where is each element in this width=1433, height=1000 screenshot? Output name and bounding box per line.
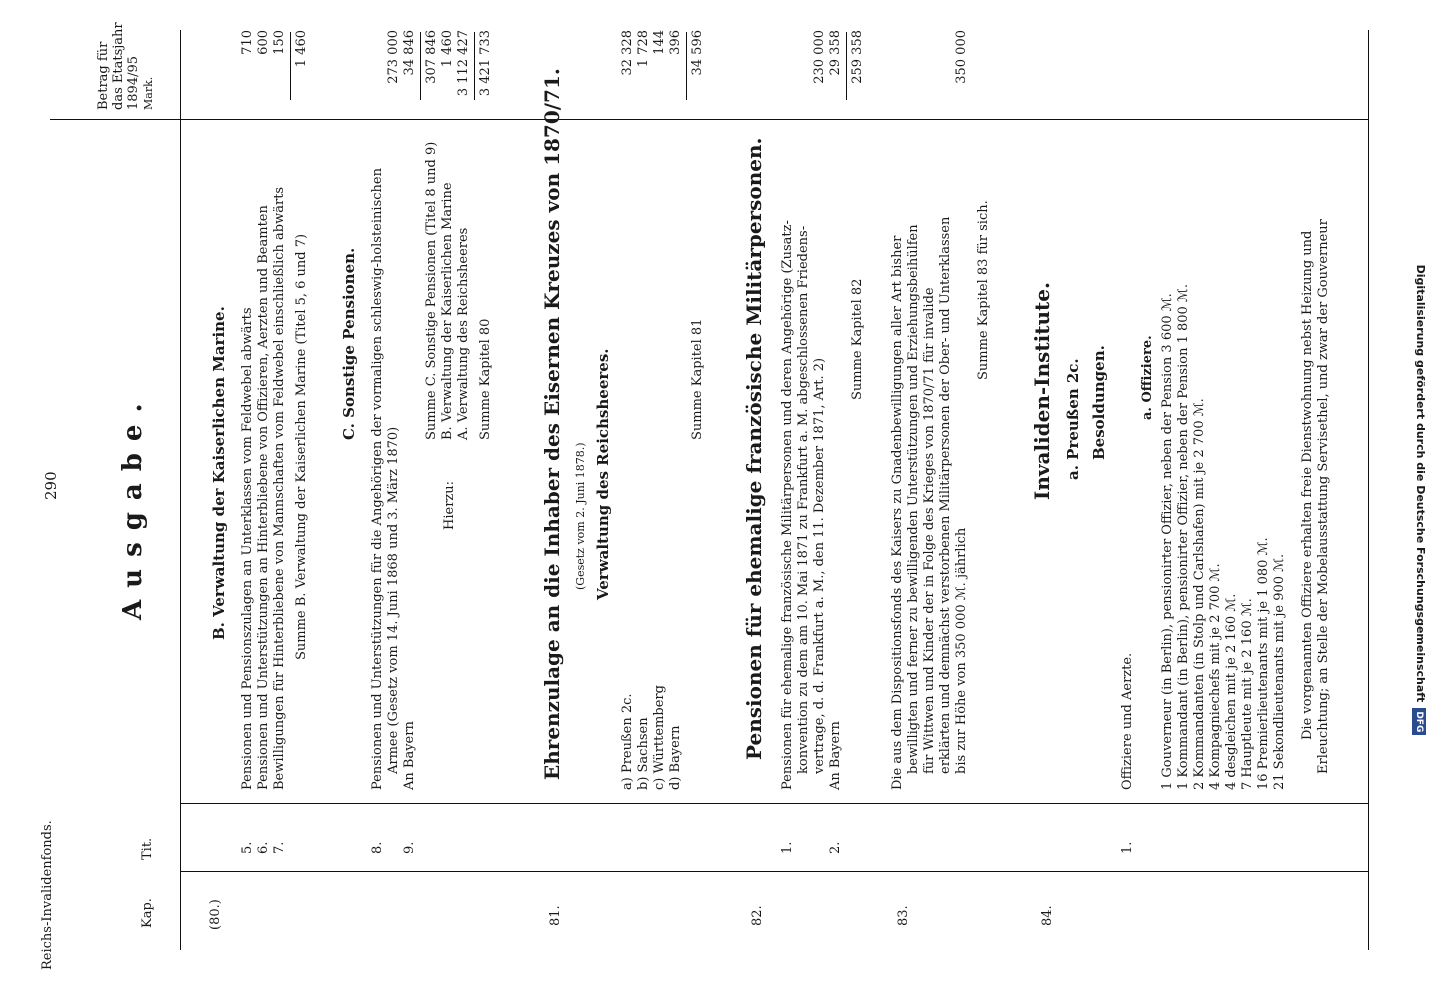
kap-82-number: 82.: [750, 905, 765, 926]
hierzu-a-amount: 3 112 427: [456, 30, 471, 97]
kap-81-item-a-amount: 32 328: [620, 30, 635, 76]
tit-6-amount: 600: [256, 30, 271, 55]
hierzu-a-text: A. Verwaltung des Reichsheeres: [456, 227, 471, 440]
hierzu-b-text: B. Verwaltung der Kaiserlichen Marine: [440, 182, 455, 440]
kap-82-tit-1-line-1: Pensionen für ehemalige französische Militärpersonen und deren Angehörige (Zusatz-: [780, 220, 795, 790]
kap-81-item-d-amount: 396: [668, 30, 683, 55]
kap-84-number: 84.: [1040, 905, 1055, 926]
kap-83-line-1: Die aus dem Dispositionsfonds des Kaisers zu Gnadenbewilligungen aller Art bisher: [890, 235, 905, 790]
betrag-line-1: Betrag für: [96, 41, 111, 110]
betrag-line-2: das Etatsjahr: [111, 22, 126, 110]
sum-kap-82-amount: 259 358: [850, 30, 865, 84]
kap-84-note-1: Die vorgenannten Offiziere erhalten freie Dienstwohnung nebst Heizung und: [1300, 230, 1315, 740]
kap-82-tit-1-number: 1.: [780, 841, 795, 854]
betrag-line-3: 1894/95: [126, 55, 141, 110]
kap-83-sum: Summe Kapitel 83 für sich.: [976, 200, 991, 380]
kap-84-line-5: 4 desgleichen mit je 2 160 ℳ.: [1224, 593, 1239, 790]
kap-84-heading: Invaliden-Institute.: [1030, 282, 1054, 500]
sum-kap-81-amount: 34 596: [690, 30, 705, 76]
kap-82-tit-1-line-2: konvention zu dem am 10. Mai 1871 zu Frankfurt a. M. abgeschlossenen Friedens-: [796, 225, 811, 774]
sum-c-amount: 307 846: [424, 30, 439, 84]
column-tit: Tit.: [140, 837, 155, 860]
kap-80-number: (80.): [208, 899, 223, 930]
sum-kap-82-text: Summe Kapitel 82: [850, 278, 865, 400]
kap-81-item-b-amount: 1 728: [636, 30, 651, 68]
tit-6-number: 6.: [256, 841, 271, 854]
kap-81-sub: Verwaltung des Reichsheeres.: [594, 348, 612, 600]
kap-84-sub-b: Besoldungen.: [1090, 345, 1108, 460]
tit-9-amount: 34 846: [402, 30, 417, 76]
sum-kap-80-text: Summe Kapitel 80: [478, 318, 493, 440]
kap-81-law: (Gesetz vom 2. Juni 1878.): [574, 442, 587, 590]
tit-8-amount: 273 000: [386, 30, 401, 84]
kap-83-line-4: erklärten und demnächst verstorbenen Militärpersonen der Ober- und Unterklassen: [938, 216, 953, 774]
kap-82-heading: Pensionen für ehemalige französische Militärpersonen.: [742, 137, 766, 760]
kap-83-line-3: für Wittwen und Kinder der in Folge des Krieges von 1870/71 für invalide: [922, 287, 937, 774]
sum-kap-81-text: Summe Kapitel 81: [690, 318, 705, 440]
digitization-note-text: Digitalisierung gefördert durch die Deutsche Forschungsgemeinschaft: [1414, 264, 1427, 703]
column-kap: Kap.: [140, 898, 155, 928]
tit-8-text-2: Armee (Gesetz vom 14. Juni 1868 und 3. März 1870): [386, 426, 401, 774]
digitization-note: [1409, 10, 1431, 990]
kap-82-tit-2-text: An Bayern: [828, 721, 843, 790]
tit-5-number: 5.: [240, 841, 255, 854]
hierzu-label: Hierzu:: [442, 480, 457, 530]
tit-9-text: An Bayern: [402, 721, 417, 790]
tit-5-amount: 710: [240, 30, 255, 55]
kap-84-offiziere-label: Offiziere und Aerzte.: [1120, 652, 1135, 790]
tit-7-amount: 150: [272, 30, 287, 55]
kap-84-line-1: 1 Gouverneur (in Berlin), pensionirter Offizier, neben der Pension 3 600 ℳ.: [1160, 293, 1175, 790]
kap-83-line-2: bewilligten und ferner zu bewilligenden Unterstützungen und Erziehungsbeihülfen: [906, 224, 921, 774]
kap-82-tit-2-amount: 29 358: [828, 30, 843, 76]
column-betrag: [96, 22, 156, 110]
dfg-logo: DFG: [1412, 708, 1426, 735]
tit-9-number: 9.: [402, 841, 417, 854]
running-header: Reichs-Invalidenfonds.: [40, 820, 55, 970]
kap-84-sub-offiziere: a. Offiziere.: [1140, 335, 1155, 420]
sum-kap-80-amount: 3 421 733: [478, 30, 493, 97]
kap-84-line-7: 16 Premierlieutenants mit je 1 080 ℳ.: [1256, 537, 1271, 790]
kap-81-item-c: c) Württemberg: [652, 685, 667, 790]
kap-82-tit-1-amount: 230 000: [812, 30, 827, 84]
tit-8-text: Pensionen und Unterstützungen für die Angehörigen der vormaligen schleswig-holsteinischen: [370, 168, 385, 790]
kap-82-tit-2-number: 2.: [828, 841, 843, 854]
kap-80-heading: B. Verwaltung der Kaiserlichen Marine.: [210, 306, 228, 640]
page-number: 290: [42, 471, 60, 500]
betrag-line-4: Mark.: [142, 76, 155, 110]
page-title: Ausgabe.: [118, 391, 148, 620]
kap-82-tit-1-line-3: vertrage, d. d. Frankfurt a. M., den 11. Dezember 1871, Art. 2): [812, 357, 827, 774]
hierzu-b-amount: 1 460: [440, 30, 455, 68]
kap-84-line-3: 2 Kommandanten (in Stolp und Carlshafen) mit je 2 700 ℳ.: [1192, 398, 1207, 790]
kap-84-line-2: 1 Kommandant (in Berlin), pensionirter Offizier, neben der Pension 1 800 ℳ.: [1176, 284, 1191, 790]
tit-6-text: Pensionen und Unterstützungen an Hinterbliebene von Offizieren, Aerzten und Beamten: [256, 205, 271, 790]
kap-80-sub-c: C. Sonstige Pensionen.: [340, 247, 358, 440]
kap-83-line-5: bis zur Höhe von 350 000 ℳ. jährlich: [954, 527, 969, 774]
kap-84-note-2: Erleuchtung; an Stelle der Mobelausstattung Servisethel, und zwar der Gouverneur: [1316, 219, 1331, 774]
tit-7-text: Bewilligungen für Hinterbliebene von Mannschaften vom Feldwebel einschließlich abwärts: [272, 186, 287, 790]
kap-81-item-d: d) Bayern: [668, 725, 683, 790]
kap-83-number: 83.: [896, 905, 911, 926]
tit-5-text: Pensionen und Pensionszulagen an Unterklassen vom Feldwebel abwärts: [240, 307, 255, 790]
kap-84-line-4: 4 Kompagniechefs mit je 2 700 ℳ.: [1208, 563, 1223, 790]
tit-7-number: 7.: [272, 841, 287, 854]
sum-c-text: Summe C. Sonstige Pensionen (Titel 8 und 9): [424, 141, 439, 440]
kap-84-line-8: 21 Sekondlieutenants mit je 900 ℳ.: [1272, 553, 1287, 790]
kap-81-heading: Ehrenzulage an die Inhaber des Eisernen Kreuzes von 1870/71.: [540, 68, 564, 780]
kap-81-item-b: b) Sachsen: [636, 717, 651, 790]
kap-83-amount: 350 000: [954, 30, 969, 84]
kap-84-line-6: 7 Hauptleute mit je 2 160 ℳ.: [1240, 598, 1255, 790]
tit-8-number: 8.: [370, 841, 385, 854]
kap-81-item-c-amount: 144: [652, 30, 667, 55]
kap-81-item-a: a) Preußen 2c.: [620, 693, 635, 790]
sum-b-text: Summe B. Verwaltung der Kaiserlichen Marine (Titel 5, 6 und 7): [294, 233, 309, 660]
sum-b-amount: 1 460: [294, 30, 309, 68]
kap-84-sub-a: a. Preußen 2c.: [1064, 358, 1082, 480]
kap-84-tit-1-number: 1.: [1120, 841, 1135, 854]
kap-81-number: 81.: [548, 905, 563, 926]
